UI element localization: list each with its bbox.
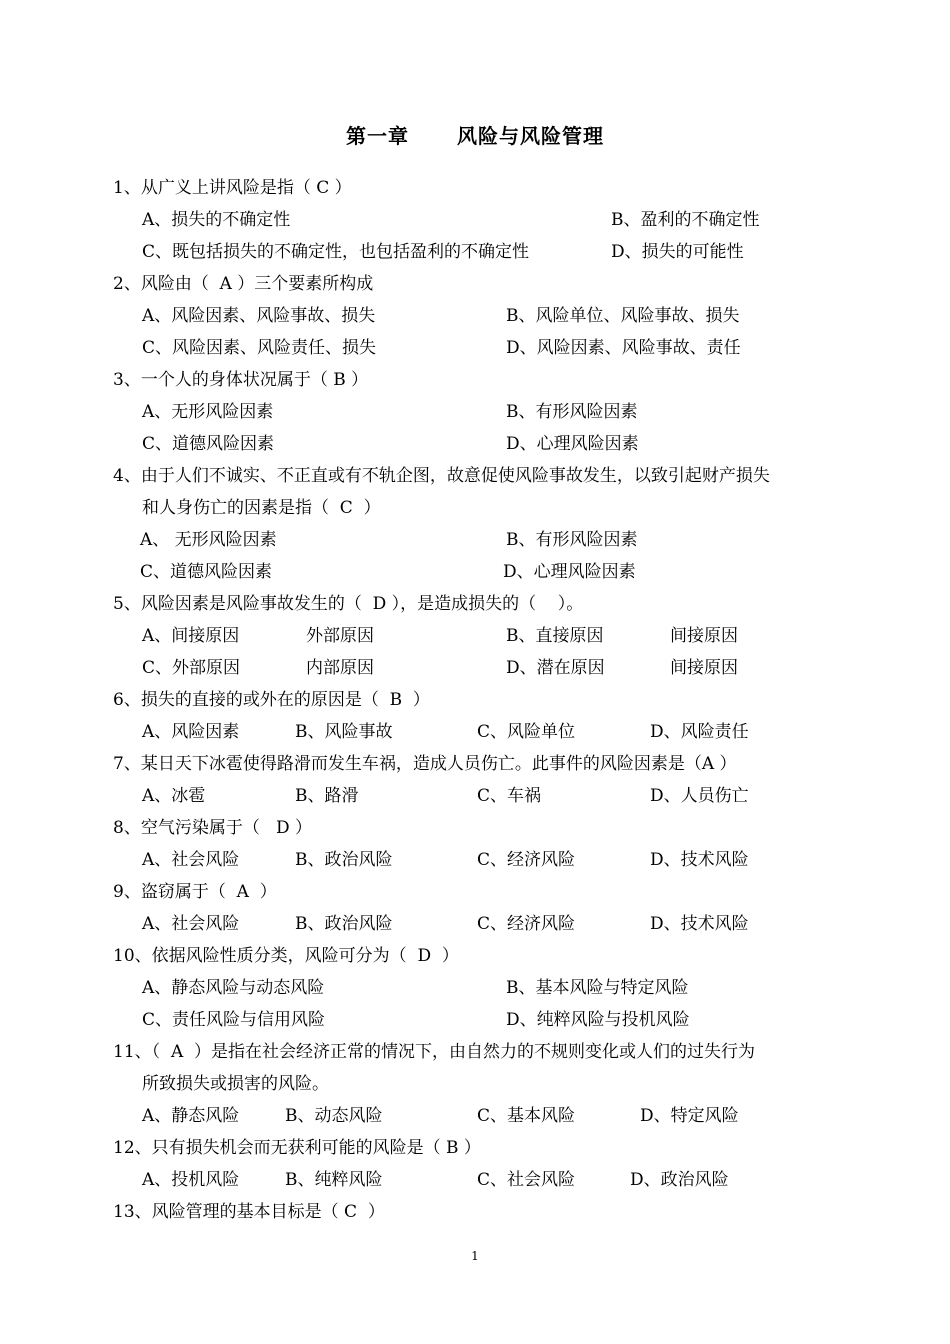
option: B、纯粹风险 xyxy=(285,1170,383,1190)
question-4-continued: 和人身伤亡的因素是指（ C ） xyxy=(142,498,381,518)
option: A、风险因素 xyxy=(142,722,240,742)
option: D、人员伤亡 xyxy=(650,786,749,806)
option: B、有形风险因素 xyxy=(506,402,638,422)
option: D、风险责任 xyxy=(650,722,749,742)
option: A、社会风险 xyxy=(142,914,240,934)
option-secondary: 外部原因 xyxy=(306,626,374,646)
option: A、间接原因 xyxy=(142,626,240,646)
option: C、责任风险与信用风险 xyxy=(142,1010,326,1030)
option: B、风险事故 xyxy=(295,722,393,742)
question-8: 8、空气污染属于（ D ） xyxy=(113,818,313,838)
option: C、风险单位 xyxy=(477,722,576,742)
option: D、技术风险 xyxy=(650,850,749,870)
option: C、社会风险 xyxy=(477,1170,576,1190)
option: B、路滑 xyxy=(295,786,359,806)
option-secondary: 间接原因 xyxy=(670,658,738,678)
question-12: 12、只有损失机会而无获利可能的风险是（ B ） xyxy=(113,1138,481,1158)
option: D、纯粹风险与投机风险 xyxy=(506,1010,690,1030)
option: D、技术风险 xyxy=(650,914,749,934)
option: C、道德风险因素 xyxy=(142,434,275,454)
chapter-label: 第一章 xyxy=(346,124,409,148)
question-13: 13、风险管理的基本目标是（ C ） xyxy=(113,1202,385,1222)
question-11-continued: 所致损失或损害的风险。 xyxy=(142,1074,329,1094)
option: D、政治风险 xyxy=(630,1170,729,1190)
option: C、经济风险 xyxy=(477,914,576,934)
option: D、风险因素、风险事故、责任 xyxy=(506,338,741,358)
option: B、政治风险 xyxy=(295,850,393,870)
option: A、社会风险 xyxy=(142,850,240,870)
question-1: 1、从广义上讲风险是指（ C ） xyxy=(113,178,352,198)
option: D、心理风险因素 xyxy=(503,562,636,582)
option: A、无形风险因素 xyxy=(142,402,274,422)
option: B、风险单位、风险事故、损失 xyxy=(506,306,740,326)
chapter-name: 风险与风险管理 xyxy=(457,124,604,148)
question-11: 11、（ A ）是指在社会经济正常的情况下，由自然力的不规则变化或人们的过失行为 xyxy=(113,1042,756,1062)
option: D、潜在原因 xyxy=(506,658,605,678)
question-9: 9、盗窃属于（ A ） xyxy=(113,882,277,902)
option: D、心理风险因素 xyxy=(506,434,639,454)
option: A、 无形风险因素 xyxy=(140,530,277,550)
option: A、静态风险与动态风险 xyxy=(142,978,325,998)
option: C、经济风险 xyxy=(477,850,576,870)
question-3: 3、一个人的身体状况属于（ B ） xyxy=(113,370,369,390)
option: A、损失的不确定性 xyxy=(142,210,291,230)
page-title xyxy=(0,120,950,149)
question-7: 7、某日天下冰雹使得路滑而发生车祸，造成人员伤亡。此事件的风险因素是（A ） xyxy=(113,754,737,774)
question-6: 6、损失的直接的或外在的原因是（ B ） xyxy=(113,690,430,710)
option: A、投机风险 xyxy=(142,1170,240,1190)
option: D、特定风险 xyxy=(640,1106,739,1126)
option: B、有形风险因素 xyxy=(506,530,638,550)
option: C、道德风险因素 xyxy=(140,562,273,582)
option-secondary: 内部原因 xyxy=(306,658,374,678)
option: B、盈利的不确定性 xyxy=(611,210,760,230)
option: B、动态风险 xyxy=(285,1106,383,1126)
option: A、风险因素、风险事故、损失 xyxy=(142,306,376,326)
option: B、直接原因 xyxy=(506,626,604,646)
question-4: 4、由于人们不诚实、不正直或有不轨企图，故意促使风险事故发生，以致引起财产损失 xyxy=(113,466,770,486)
option: C、外部原因 xyxy=(142,658,241,678)
option: A、冰雹 xyxy=(142,786,206,806)
option: A、静态风险 xyxy=(142,1106,240,1126)
option: B、政治风险 xyxy=(295,914,393,934)
question-2: 2、风险由（ A ）三个要素所构成 xyxy=(113,274,374,294)
option: D、损失的可能性 xyxy=(611,242,744,262)
option: C、车祸 xyxy=(477,786,542,806)
option-secondary: 间接原因 xyxy=(670,626,738,646)
option: B、基本风险与特定风险 xyxy=(506,978,689,998)
option: C、基本风险 xyxy=(477,1106,576,1126)
question-10: 10、依据风险性质分类，风险可分为（ D ） xyxy=(113,946,459,966)
option: C、既包括损失的不确定性，也包括盈利的不确定性 xyxy=(142,242,530,262)
question-5: 5、风险因素是风险事故发生的（ D ），是造成损失的（ ）。 xyxy=(113,594,584,614)
page-number: 1 xyxy=(471,1249,479,1263)
option: C、风险因素、风险责任、损失 xyxy=(142,338,377,358)
